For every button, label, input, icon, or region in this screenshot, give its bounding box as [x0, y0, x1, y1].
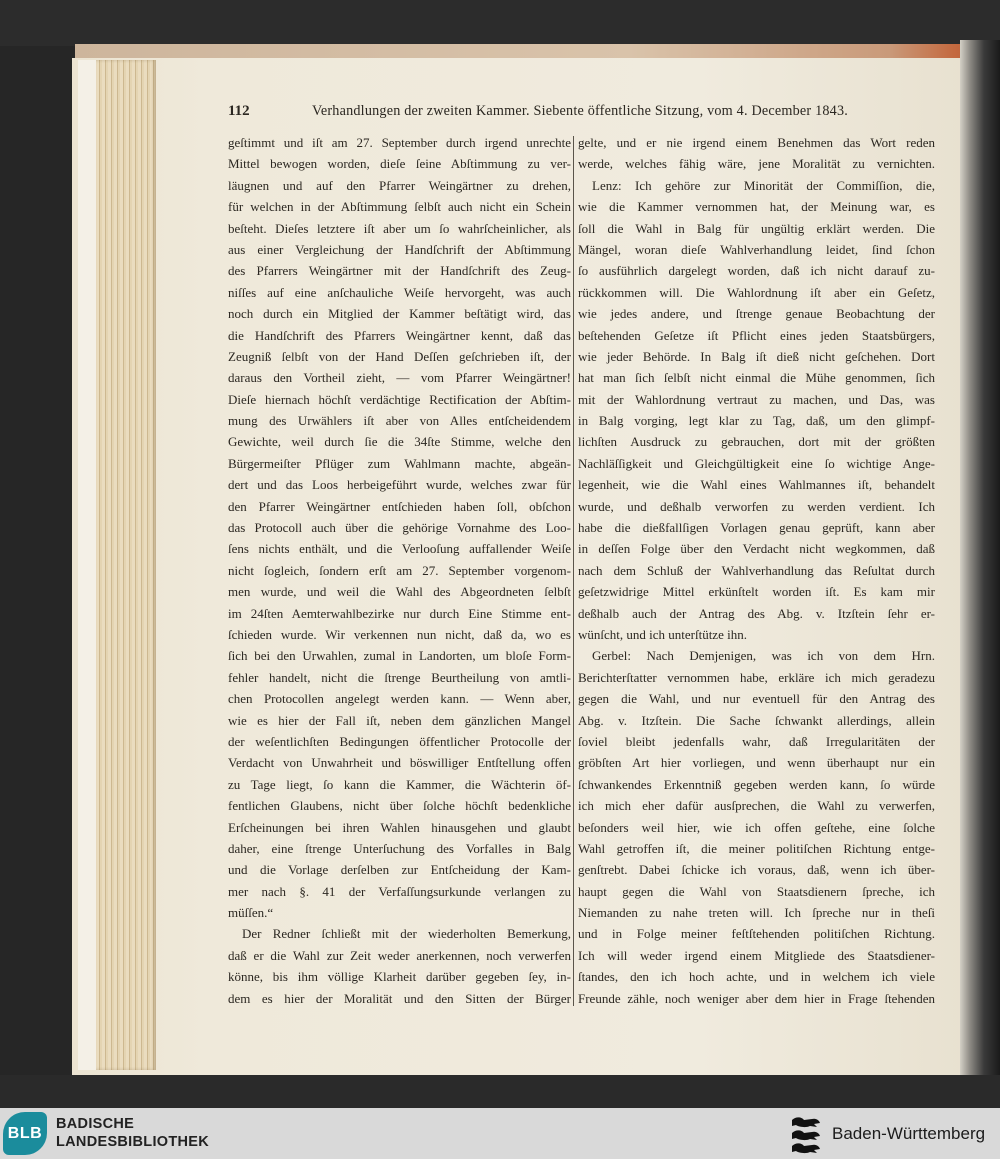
right-column-line: wünſcht, und ich unterſtütze ihn.: [578, 626, 747, 642]
left-column-line: men wurde, und weil die Wahl des Abgeordneten ſelbſt: [228, 584, 571, 600]
left-text-column: [228, 132, 571, 1009]
right-column-line: gegen die Wahl, und nur eventuell für den Antrag des: [578, 691, 935, 707]
right-column-line: wie jedes andere, und ſtrenge genaue Beobachtung der: [578, 306, 935, 322]
left-column-line: Verdacht von Unwahrheit und böswilliger Entſtellung offen: [228, 755, 571, 771]
three-lions-emblem-icon[interactable]: [790, 1114, 822, 1154]
left-column-line: Bürgermeiſter Pflüger zum Wahlmann machte, abgeän-: [228, 455, 571, 471]
right-column-line: lichſten Ausdruck zu gebrauchen, dort mit der größten: [578, 434, 935, 450]
right-column-line: mit der Wahlordnung vertraut zu machen, und Das, was: [578, 391, 935, 407]
left-column-line: geſtimmt und iſt am 27. September durch irgend unrechte: [228, 135, 571, 150]
left-column-line: könne, bis ihm völlige Klarheit darüber gegeben ſey, in-: [228, 969, 571, 985]
viewer-background-bottom: [0, 1075, 1000, 1108]
right-text-column: [578, 132, 935, 1009]
state-name[interactable]: Baden-Württemberg: [832, 1124, 986, 1143]
left-column-line: ſchieden wurde. Wir verkennen nun nicht, daß da, wo es: [228, 626, 571, 642]
left-column-line: daß er die Wahl zur Zeit weder anerkennen, noch verwerfen: [228, 947, 571, 963]
left-column-line: wie es hier der Fall iſt, neben dem gänzlichen Mangel: [228, 712, 571, 728]
right-column-line: deßhalb auch der Antrag des Abg. v. Itzſtein ſehr er-: [578, 605, 935, 621]
left-column-line: mer nach §. 41 der Verfaſſungsurkunde verlangen zu: [228, 883, 571, 899]
left-column-line: die Handſchrift des Pfarrers Weingärtner kennt, daß das: [228, 327, 571, 343]
right-column-line: Nachläſſigkeit und Gleichgültigkeit eine ſo wichtige Ange-: [578, 455, 935, 471]
left-column-line: läugnen und auf den Pfarrer Weingärtner zu drehen,: [228, 177, 571, 193]
left-column-line: nicht ſogleich, ſondern erſt am 27. September vorgenom-: [228, 562, 571, 578]
left-column-line: aus einer Vergleichung der Handſchrift der Abſtimmung: [228, 241, 571, 257]
right-column-line: Freunde zähle, noch weniger aber dem hier in Frage ſtehenden: [578, 990, 935, 1006]
library-name-line1[interactable]: BADISCHE: [56, 1116, 135, 1132]
right-column-line: Abg. v. Itzſtein. Die Sache ſchwankt allerdings, allein: [578, 712, 935, 728]
page-number: 112: [228, 103, 250, 119]
right-column-line: legenheit, wie die Wahl eines Wahlmannes iſt, behandelt: [578, 477, 935, 493]
right-column-line: und in Folge meiner feſtſtehenden politiſchen Richtung.: [578, 926, 935, 942]
right-column-line: in deſſen Folge über den Verdacht nicht wegkommen, daß: [578, 541, 935, 557]
column-divider: [573, 136, 574, 1006]
right-column-line: hat man ſich ſelbſt nicht einmal die Mühe genommen, ſich: [578, 370, 935, 386]
left-column-line: müſſen.“: [228, 905, 274, 921]
right-column-line: gelte, und er nie irgend einem Benehmen das Wort reden: [578, 135, 935, 150]
left-column-line: fehler handelt, nicht die ſtrenge Beurtheilung von amtli-: [228, 669, 571, 685]
left-column-line: des Pfarrers Weingärtner mit der Handſchrift des Zeug-: [228, 263, 571, 279]
right-column-line: habe die dießfallſigen Vorlagen genau geprüft, kann aber: [578, 520, 935, 536]
left-column-line: den Pfarrer Weingärtner entſchieden haben ſoll, obſchon: [228, 498, 571, 514]
right-column-line: Berichterſtatter vernommen habe, erkläre ich mich geradezu: [578, 669, 935, 685]
right-column-line: beſtehenden Geſetze iſt Pflicht eines jeden Staatsbürgers,: [578, 327, 935, 343]
left-column-line: der weſentlichſten Bedingungen öffentlicher Protocolle der: [228, 733, 571, 749]
right-column-line: wurde, und deßhalb verworfen zu werden verdient. Ich: [578, 498, 935, 514]
right-column-line: ſchwankendes Erkenntniß gegeben werden kann, ſo würde: [578, 776, 935, 792]
page-stack-edges: [96, 60, 156, 1070]
left-column-line: chen Protocollen angelegt werden kann. — Wenn aber,: [228, 691, 571, 707]
left-column-line: noch durch ein Mitglied der Kammer beſtätigt wird, das: [228, 306, 571, 322]
left-column-line: ſich bei den Urwahlen, zumal in Landorten, um bloſe Form-: [228, 648, 571, 664]
left-column-line: dem es hier der Moralität und den Sitten der Bürger: [228, 990, 571, 1006]
viewer-background-top: [0, 0, 1000, 46]
right-column-line: ſtandes, den ich hoch achte, und in welchem ich viele: [578, 969, 935, 985]
right-column-line: haupt gegen die Wahl von Staatsdienern ſpreche, ich: [578, 883, 935, 899]
right-column-line: geſetzwidrige Mittel erkünſtelt worden iſt. Es kam mir: [578, 584, 935, 600]
right-column-line: werde, welches fähig wäre, jene Moralität zu vernichten.: [578, 156, 935, 172]
left-column-line: Der Redner ſchließt mit der wiederholten Bemerkung,: [242, 926, 571, 942]
left-column-line: Gewichte, weil durch ſie die 34ſte Stimme, welche den: [228, 434, 571, 450]
left-column-line: im 24ſten Aemterwahlbezirke nur durch Eine Stimme ent-: [228, 605, 571, 621]
left-column-line: ſens nichts enthält, und die Verlooſung auffallender Weiſe: [228, 541, 571, 557]
right-column-line: nach dem Schluß der Wahlverhandlung das Reſultat durch: [578, 562, 935, 578]
right-column-line: wie die Kammer vernommen hat, der Meinung war, es: [578, 199, 935, 215]
left-column-line: beſteht. Dieſes letztere iſt aber um ſo wahrſcheinlicher, als: [228, 220, 571, 236]
right-column-line: Lenz: Ich gehöre zur Minorität der Commiſſion, die,: [592, 177, 935, 193]
running-title: Verhandlungen der zweiten Kammer. Siebente öffentliche Sitzung, vom 4. December 1843.: [312, 103, 848, 119]
right-column-line: Ich will weder irgend einem Mitgliede des Staatsdiener-: [578, 947, 935, 963]
left-column-line: Dieſe hiernach höchſt verdächtige Rectification der Abſtim-: [228, 391, 571, 407]
right-column-line: in Balg vorging, legt klar zu Tag, daß, um den glimpf-: [578, 413, 935, 429]
left-column-line: dert und das Loos herbeigeführt wurde, welches zwar für: [228, 477, 571, 493]
right-column-line: ſo ausführlich dargelegt worden, daß ich nicht darauf zu-: [578, 263, 935, 279]
left-column-line: daher, eine ſtrenge Unterſuchung des Vorfalles in Balg: [228, 840, 571, 856]
right-column-line: Wahl getroffen iſt, die meiner politiſchen Richtung entge-: [578, 840, 935, 856]
left-column-line: und die Vorlage derſelben zur Entſcheidung der Kam-: [228, 862, 571, 878]
left-column-line: fentlichen Glaubens, nicht über ſolche höchſt bedenkliche: [228, 798, 571, 814]
left-column-line: mung des Urwählers iſt aber von Alles entſcheidendem: [228, 413, 571, 429]
library-name-line2[interactable]: LANDESBIBLIOTHEK: [56, 1134, 210, 1150]
left-column-line: zu Tage liegt, ſo kann die Kammer, die Wächterin öf-: [228, 776, 571, 792]
book-gutter-shadow: [960, 40, 1000, 1108]
right-column-line: ich mich eher dafür ausſprechen, die Wahl zu verwerfen,: [578, 798, 935, 814]
left-column-line: niſſes auf eine anſchauliche Weiſe hervorgeht, was auch: [228, 284, 571, 300]
right-column-line: Niemanden zu nahe treten will. Ich ſpreche nur in theſi: [578, 905, 935, 921]
left-column-line: Zeugniß ſelbſt von der Hand Deſſen geſchrieben iſt, der: [228, 348, 571, 364]
right-column-line: ſoviel bleibt jedenfalls wahr, daß Irregularitäten der: [578, 733, 935, 749]
right-column-line: beſonders weil hier, wie ich offen geſtehe, eine ſolche: [578, 819, 935, 835]
left-column-line: für welchen in der Abſtimmung ſelbſt auch nicht ein Schein: [228, 199, 571, 215]
right-column-line: Mängel, woran dieſe Wahlverhandlung leidet, ſind ſchon: [578, 241, 935, 257]
right-column-line: Gerbel: Nach Demjenigen, was ich von dem Hrn.: [592, 648, 935, 664]
page-outer-edge: [78, 60, 97, 1070]
right-column-line: wie jeder Behörde. In Balg iſt dieß nicht geſchehen. Dort: [578, 348, 935, 364]
left-column-line: das Protocoll auch über die gehörige Vornahme des Loo-: [228, 520, 571, 536]
right-column-line: rückkommen will. Die Wahlordnung iſt aber ein Geſetz,: [578, 284, 935, 300]
blb-logo[interactable]: BLB: [3, 1112, 47, 1155]
left-column-line: daraus den Vortheil zieht, — vom Pfarrer Weingärtner!: [228, 370, 571, 386]
right-column-line: gröbſten Art hier vorliegen, und wenn überhaupt nur ein: [578, 755, 935, 771]
left-column-line: Erſcheinungen bei ihren Wahlen hinausgehen und glaubt: [228, 819, 571, 835]
right-column-line: ſoll die Wahl in Balg für ungültig erklärt werden. Die: [578, 220, 935, 236]
left-column-line: Mittel bewogen worden, dieſe ſeine Abſtimmung zu ver-: [228, 156, 571, 172]
right-column-line: genſtrebt. Dabei ſchicke ich voraus, daß, wenn ich über-: [578, 862, 935, 878]
